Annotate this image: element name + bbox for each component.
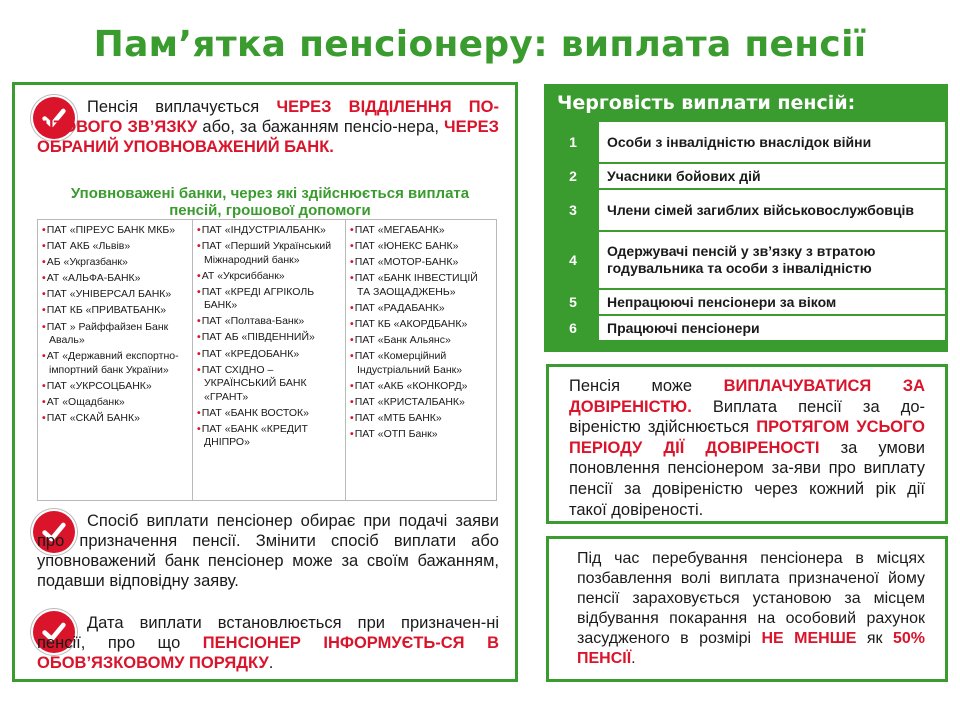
payment-order-row: [547, 162, 945, 188]
bank-item: • ПАТ КБ «ПРИВАТБАНК»: [42, 304, 188, 318]
text-fragment: Пенсія виплачується: [87, 98, 277, 116]
payment-order-category: Учасники бойових дій: [599, 164, 945, 188]
bank-item: • АТ «АЛЬФА-БАНК»: [42, 272, 188, 286]
text-fragment: або, за бажанням пенсіо-нера,: [197, 118, 445, 136]
highlight-not-less: НЕ МЕНШЕ: [761, 630, 857, 647]
banks-column-2: [193, 220, 346, 500]
payment-order-category: Непрацюючі пенсіонери за віком: [599, 290, 945, 314]
bank-item: • ПАТ «ОТП Банк»: [350, 428, 492, 442]
bank-item: • ПАТ «СКАЙ БАНК»: [42, 412, 188, 426]
bank-item: • ПАТ «УНІВЕРСАЛ БАНК»: [42, 288, 188, 302]
text-fragment: Дата виплати встановлюється при призначен-ні пенсії, про що: [37, 614, 499, 652]
text-fragment: Пенсія може: [569, 377, 724, 395]
banks-column-3: [346, 220, 496, 500]
bank-item: • ПАТ » Райффайзен Банк Аваль»: [42, 321, 188, 348]
payment-order-number: 2: [569, 168, 577, 184]
payment-order-number: 5: [569, 294, 577, 310]
highlight-post-office: ЧЕРЕЗ ВІДДІЛЕННЯ ПО-ШТОВОГО ЗВ’ЯЗКУ: [37, 98, 499, 136]
highlight-mandatory-notice: ПЕНСІОНЕР ІНФОРМУЄТЬ-СЯ В ОБОВ’ЯЗКОВОМУ ПОРЯДКУ: [37, 634, 499, 672]
payment-order-category: Працюючі пенсіонери: [599, 316, 945, 340]
payment-order-table: [544, 84, 948, 352]
payment-order-row: [547, 314, 945, 340]
page-title: Пам’ятка пенсіонеру: виплата пенсії: [93, 24, 867, 65]
bank-item: • ПАТ «ПІРЕУС БАНК МКБ»: [42, 224, 188, 238]
highlight-percent: 50% ПЕНСІЇ: [577, 630, 925, 667]
bank-item: • ПАТ «РАДАБАНК»: [350, 302, 492, 316]
bank-item: • ПАТ АКБ «Львів»: [42, 240, 188, 254]
highlight-authorized-bank: ЧЕРЕЗ ОБРАНИЙ УПОВНОВАЖЕНИЙ БАНК.: [37, 118, 499, 156]
payment-order-number: 6: [569, 320, 577, 336]
highlight-attorney-period: ПРОТЯГОМ УСЬОГО ПЕРІОДУ ДІЇ ДОВІРЕНОСТІ: [569, 418, 925, 457]
bank-item: • ПАТ «КРЕДОБАНК»: [197, 348, 341, 362]
bank-item: • АТ «Ощадбанк»: [42, 396, 188, 410]
payment-order-title: Черговість виплати пенсій:: [557, 92, 856, 114]
payment-order-number: 1: [569, 134, 577, 150]
highlight-attorney: ВИПЛАЧУВАТИСЯ ЗА ДОВІРЕНІСТЮ.: [569, 377, 925, 416]
bank-item: • ПАТ «КРЕДІ АГРІКОЛЬ БАНК»: [197, 286, 341, 313]
bank-item: • ПАТ «АКБ «КОНКОРД»: [350, 380, 492, 394]
text-fragment: за умови поновлення пенсіонером за-яви про виплату пенсії за довіреністю через кожний рік дії такої довіреності.: [569, 438, 926, 519]
payment-order-row: [547, 120, 945, 162]
power-of-attorney-text: [569, 376, 925, 520]
payment-order-number: 4: [569, 252, 577, 268]
banks-heading: Уповноважені банки, через які здійснюється виплата пенсій, грошової допомоги: [70, 185, 470, 219]
bank-item: • ПАТ КБ «АКОРДБАНК»: [350, 318, 492, 332]
payment-order-number: 3: [569, 202, 577, 218]
bank-item: • ПАТ «БАНК ІНВЕСТИЦІЙ ТА ЗАОЩАДЖЕНЬ»: [350, 272, 492, 299]
bank-item: • ПАТ «КРИСТАЛБАНК»: [350, 396, 492, 410]
bank-item: • АТ «Державний експортно-імпортний банк України»: [42, 350, 188, 377]
bank-item: • ПАТ «Банк Альянс»: [350, 334, 492, 348]
method-change-paragraph: Спосіб виплати пенсіонер обирає при подачі заяви про призначення пенсії. Змінити спосіб виплати або уповноважений банк пенсіонер може за своїм бажанням, подавши відповідну заяву.: [37, 512, 499, 590]
power-of-attorney-box: [546, 364, 948, 524]
bank-item: • ПАТ «Комерційний Індустріальний Банк»: [350, 350, 492, 377]
text-fragment: .: [268, 654, 274, 672]
bank-item: • ПАТ «МЕГАБАНК»: [350, 224, 492, 238]
text-fragment: .: [631, 650, 636, 667]
bank-item: • ПАТ «Перший Український Міжнародний банк»: [197, 240, 341, 267]
bank-item: • ПАТ «ІНДУСТРІАЛБАНК»: [197, 224, 341, 238]
left-info-panel: [12, 82, 518, 682]
bank-item: • ПАТ «Полтава-Банк»: [197, 315, 341, 329]
payment-order-category: Особи з інвалідністю внаслідок війни: [599, 122, 945, 162]
banks-table: [37, 219, 497, 501]
bank-item: • ПАТ «МТБ БАНК»: [350, 412, 492, 426]
payment-order-row: [547, 188, 945, 230]
payment-order-row: [547, 230, 945, 288]
bank-item: • ПАТ АБ «ПІВДЕННИЙ»: [197, 331, 341, 345]
bank-item: • ПАТ «БАНК «КРЕДИТ ДНІПРО»: [197, 423, 341, 450]
payment-method-paragraph: [37, 97, 499, 157]
text-fragment: Під час перебування пенсіонера в місцях позбавлення волі виплата призначеної йому пенсії зараховується установою за місцем відбування покарання на особовий рахунок засудженого в розмірі: [577, 550, 925, 647]
payment-order-rows: [547, 120, 945, 340]
imprisonment-text: [577, 549, 925, 669]
bank-item: • ПАТ «ЮНЕКС БАНК»: [350, 240, 492, 254]
payment-order-category: Одержувачі пенсій у зв’язку з втратою годувальника та особи з інвалідністю: [599, 232, 945, 288]
bank-item: • ПАТ «УКРСОЦБАНК»: [42, 380, 188, 394]
bank-item: • АТ «Укрсиббанк»: [197, 270, 341, 284]
imprisonment-box: [546, 536, 948, 682]
bank-item: • ПАТ СХІДНО – УКРАЇНСЬКИЙ БАНК «ГРАНТ»: [197, 364, 341, 405]
bank-item: • АБ «Укргазбанк»: [42, 256, 188, 270]
bank-item: • ПАТ «БАНК ВОСТОК»: [197, 407, 341, 421]
bank-item: • ПАТ «МОТОР-БАНК»: [350, 256, 492, 270]
banks-column-1: [38, 220, 193, 500]
payment-date-paragraph: [37, 613, 499, 673]
payment-order-row: [547, 288, 945, 314]
payment-order-category: Члени сімей загиблих військовослужбовців: [599, 190, 945, 230]
text-fragment: як: [856, 630, 893, 647]
text-fragment: Виплата пенсії за до-віреністю здійснюється: [569, 397, 925, 437]
